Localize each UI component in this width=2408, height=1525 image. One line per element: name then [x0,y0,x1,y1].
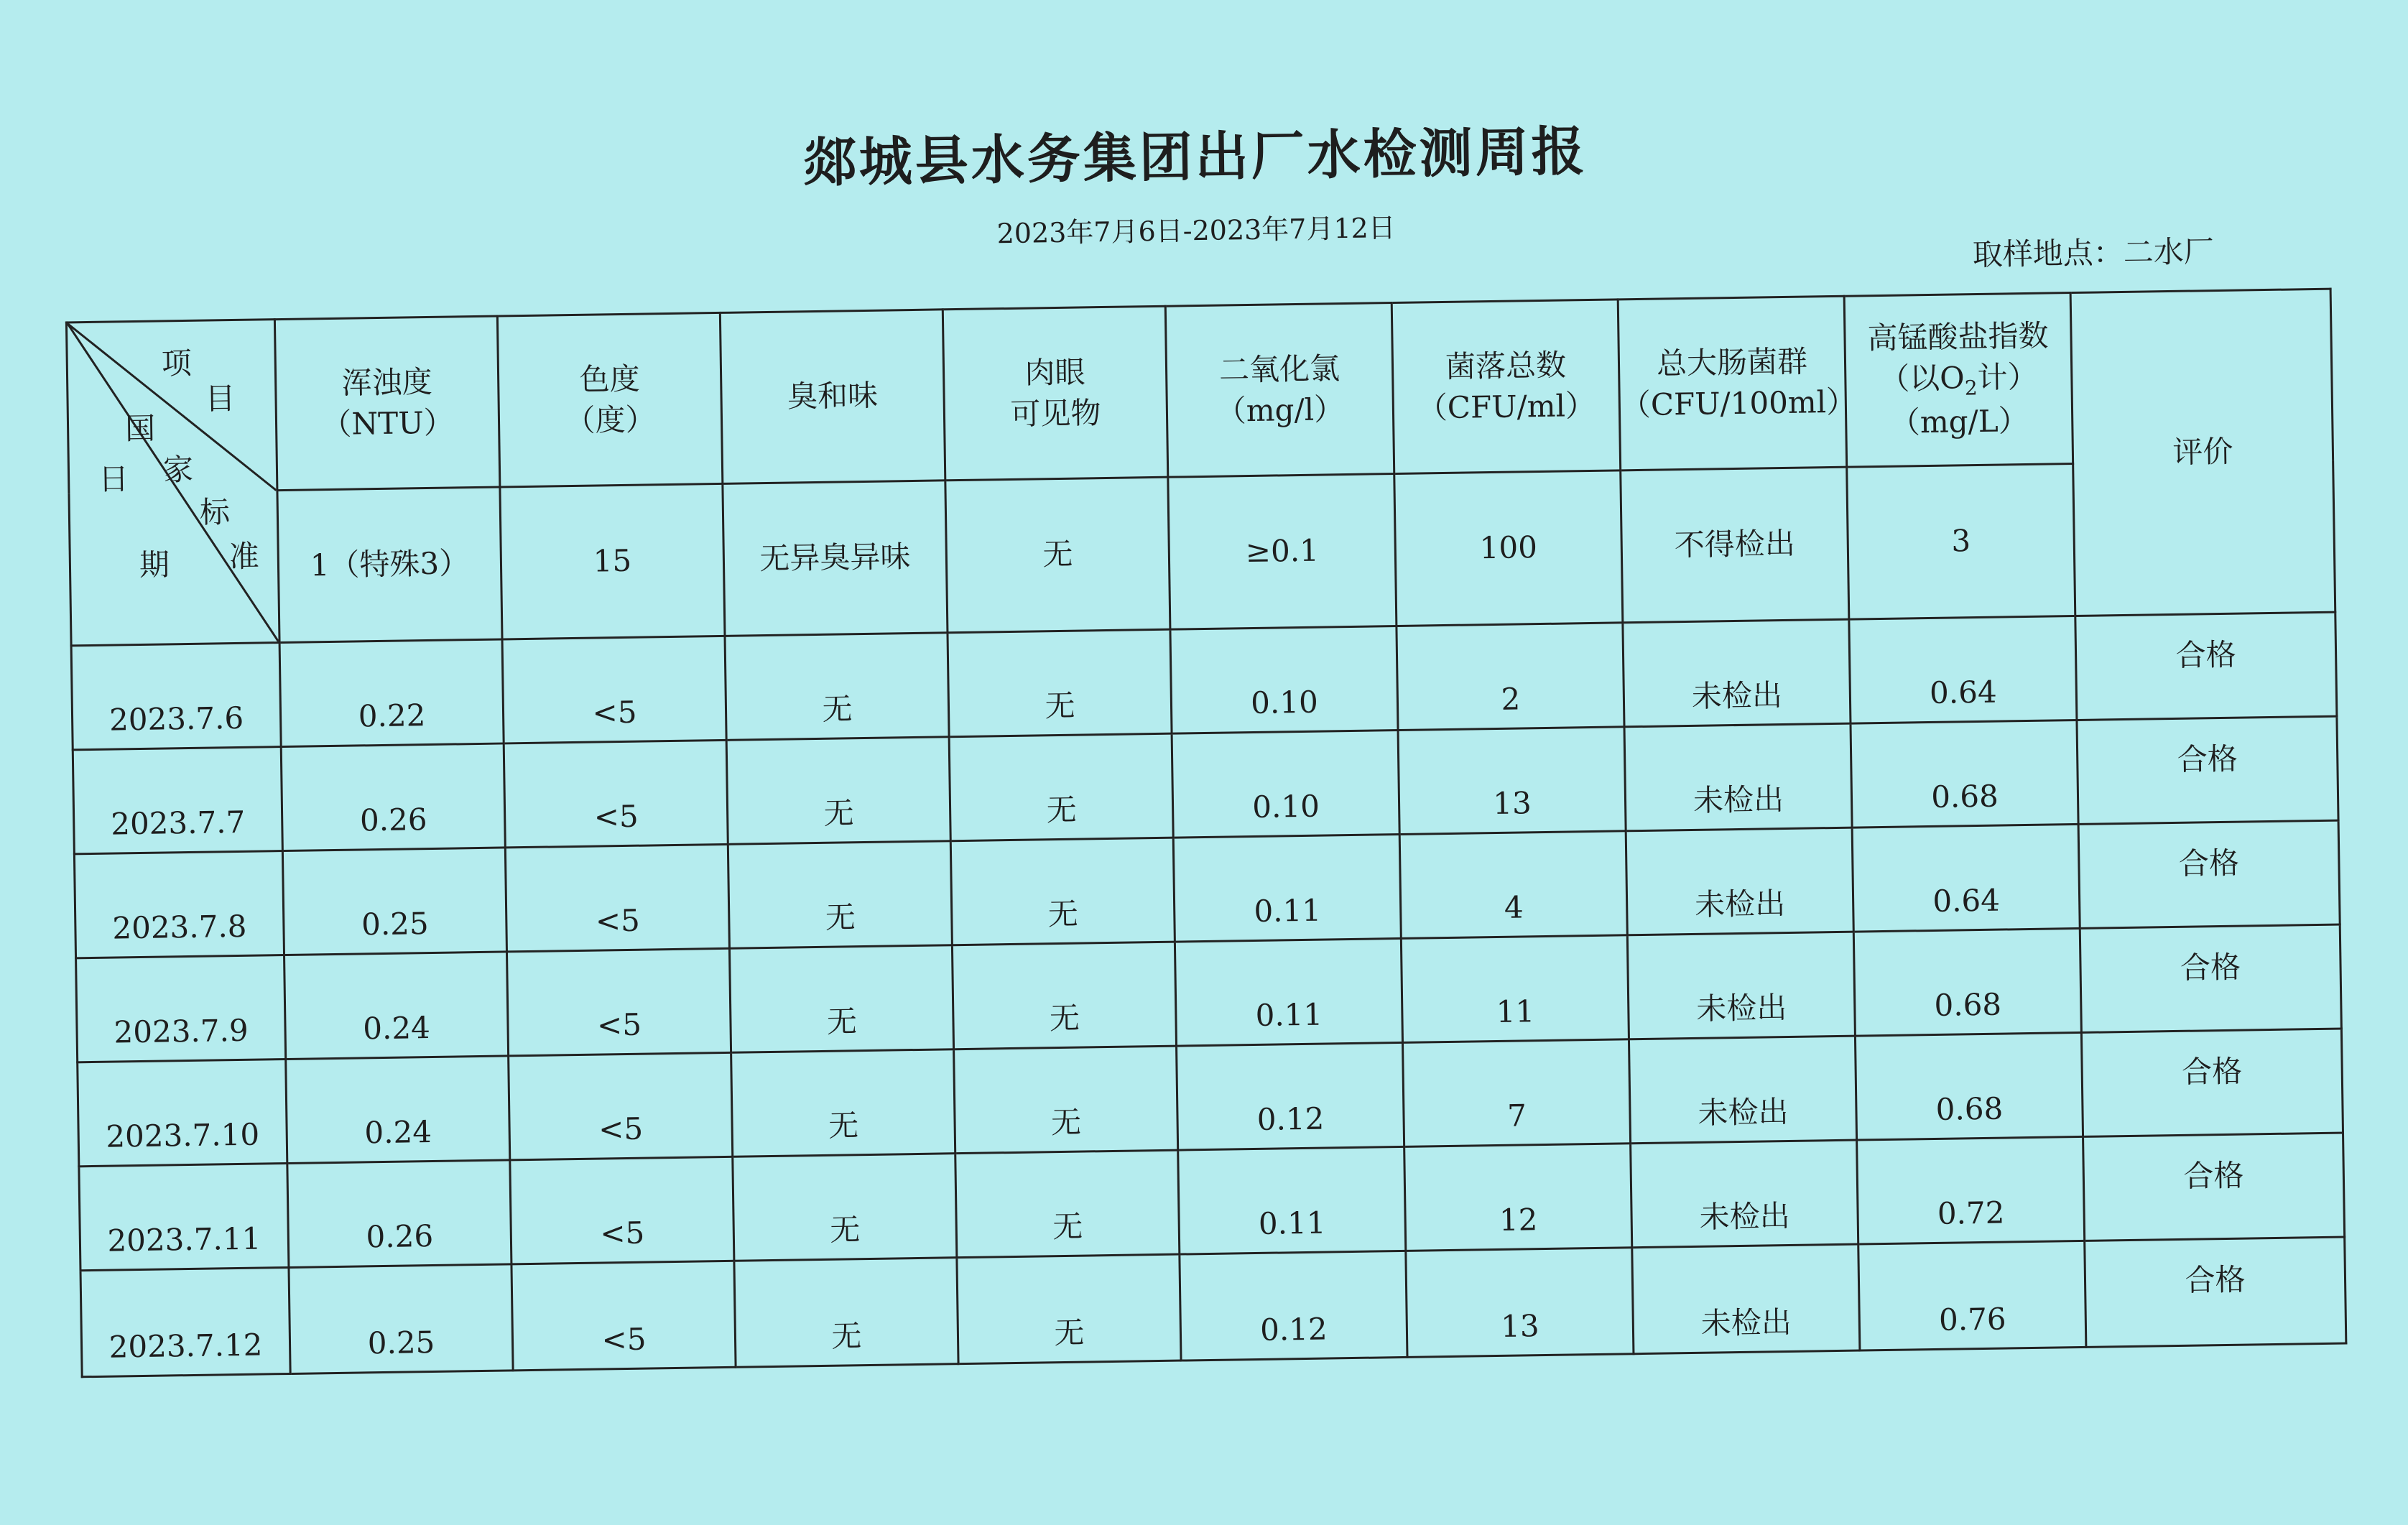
cell-colony-count: 4 [1399,831,1627,939]
cell-evaluation: 合格 [2083,1133,2345,1241]
standard-odor: 无异臭异味 [723,481,948,636]
corner-label-std-2: 家 [162,451,194,488]
cell-total-coliform: 未检出 [1631,1140,1858,1248]
cell-color: <5 [511,1261,736,1371]
standard-visible-matter: 无 [945,477,1170,633]
cell-date: 2023.7.8 [74,851,284,958]
cell-chlorine-dioxide: 0.11 [1178,1146,1406,1254]
header-colony-count: 菌落总数 （CFU/ml） [1391,300,1620,474]
header-row [66,289,2333,493]
cell-date: 2023.7.12 [80,1267,290,1376]
cell-color: <5 [504,740,728,848]
cell-colony-count: 13 [1406,1248,1634,1358]
date-range: 2023年7月6日-2023年7月12日 [996,211,1397,250]
cell-evaluation: 合格 [2080,924,2341,1032]
cell-chlorine-dioxide: 0.11 [1175,938,1402,1046]
cell-chlorine-dioxide: 0.10 [1170,626,1398,734]
cell-permanganate-index: 0.72 [1857,1136,2085,1244]
cell-total-coliform: 未检出 [1624,723,1852,831]
diagonal-corner-cell [66,320,279,646]
cell-permanganate-index: 0.64 [1849,616,2077,723]
cell-color: <5 [509,1052,733,1160]
cell-color: <5 [506,948,731,1056]
cell-colony-count: 11 [1401,935,1629,1043]
cell-date: 2023.7.10 [78,1060,287,1167]
cell-turbidity: 0.26 [281,743,505,851]
cell-evaluation: 合格 [2078,820,2340,928]
cell-date: 2023.7.6 [71,643,281,750]
cell-permanganate-index: 0.68 [1853,928,2081,1036]
standard-permanganate-index: 3 [1847,464,2075,620]
header-chlorine-dioxide: 二氧化氯 （mg/l） [1165,303,1394,478]
cell-permanganate-index: 0.64 [1852,824,2080,932]
cell-total-coliform: 未检出 [1629,1036,1856,1144]
cell-date: 2023.7.7 [73,747,282,854]
header-odor: 臭和味 [720,310,945,484]
cell-evaluation: 合格 [2085,1237,2346,1347]
corner-label-std-1: 国 [124,410,156,447]
cell-visible-matter: 无 [950,838,1175,945]
cell-odor: 无 [731,1049,955,1157]
corner-label-date-2: 期 [139,547,170,583]
cell-permanganate-index: 0.76 [1858,1241,2086,1350]
corner-label-std-3: 标 [199,494,231,530]
cell-evaluation: 合格 [2077,716,2338,824]
standard-color: 15 [500,483,725,639]
cell-turbidity: 0.25 [282,848,506,955]
cell-date: 2023.7.11 [79,1163,289,1270]
cell-visible-matter: 无 [955,1150,1180,1258]
cell-odor: 无 [734,1258,958,1368]
cell-color: <5 [510,1157,734,1264]
header-total-coliform: 总大肠菌群 （CFU/100ml） [1618,296,1846,471]
cell-turbidity: 0.24 [284,952,509,1060]
cell-visible-matter: 无 [948,629,1172,737]
cell-chlorine-dioxide: 0.10 [1172,730,1399,838]
cell-visible-matter: 无 [954,1046,1178,1154]
header-color: 色度 （度） [497,312,722,487]
sampling-location: 取样地点：二水厂 [1972,233,2215,273]
cell-color: <5 [502,636,726,743]
cell-visible-matter: 无 [957,1254,1181,1364]
header-turbidity: 浑浊度 （NTU） [274,316,499,491]
cell-odor: 无 [733,1154,957,1261]
cell-visible-matter: 无 [952,942,1176,1049]
report-title: 郯城县水务集团出厂水检测周报 [802,120,1588,195]
header-visible-matter: 肉眼 可见物 [943,306,1167,481]
cell-visible-matter: 无 [949,733,1173,841]
cell-colony-count: 12 [1404,1144,1632,1251]
cell-total-coliform: 未检出 [1627,932,1855,1039]
cell-permanganate-index: 0.68 [1851,720,2078,828]
cell-turbidity: 0.24 [286,1056,510,1164]
standard-colony-count: 100 [1394,471,1623,626]
cell-turbidity: 0.26 [287,1160,511,1268]
cell-evaluation: 合格 [2075,612,2337,720]
cell-date: 2023.7.9 [76,955,286,1062]
corner-label-item-1: 项 [161,345,193,381]
cell-turbidity: 0.22 [279,639,504,747]
cell-turbidity: 0.25 [289,1264,513,1374]
cell-odor: 无 [728,841,952,949]
cell-chlorine-dioxide: 0.12 [1180,1251,1407,1361]
standard-total-coliform: 不得检出 [1621,467,1849,623]
cell-colony-count: 13 [1398,727,1626,835]
cell-color: <5 [505,844,729,952]
cell-odor: 无 [729,945,953,1053]
corner-label-std-4: 准 [228,538,260,575]
standard-turbidity: 1（特殊3） [277,487,502,643]
cell-total-coliform: 未检出 [1632,1244,1860,1354]
cell-colony-count: 7 [1403,1039,1631,1147]
water-quality-table [65,288,2347,1378]
cell-chlorine-dioxide: 0.11 [1173,834,1401,942]
cell-colony-count: 2 [1397,623,1624,731]
cell-total-coliform: 未检出 [1623,619,1851,727]
header-evaluation: 评价 [2070,289,2335,616]
header-permanganate-index: 高锰酸盐指数 （以$O_2$计） （mg/L） [1844,293,2073,468]
cell-total-coliform: 未检出 [1626,828,1853,935]
cell-permanganate-index: 0.68 [1855,1032,2083,1140]
standard-chlorine-dioxide: ≥0.1 [1168,474,1397,630]
corner-label-item-2: 目 [205,380,236,417]
cell-odor: 无 [725,633,949,741]
cell-evaluation: 合格 [2081,1029,2343,1136]
corner-label-date-1: 日 [98,461,129,497]
cell-odor: 无 [726,737,950,845]
cell-chlorine-dioxide: 0.12 [1177,1042,1404,1150]
